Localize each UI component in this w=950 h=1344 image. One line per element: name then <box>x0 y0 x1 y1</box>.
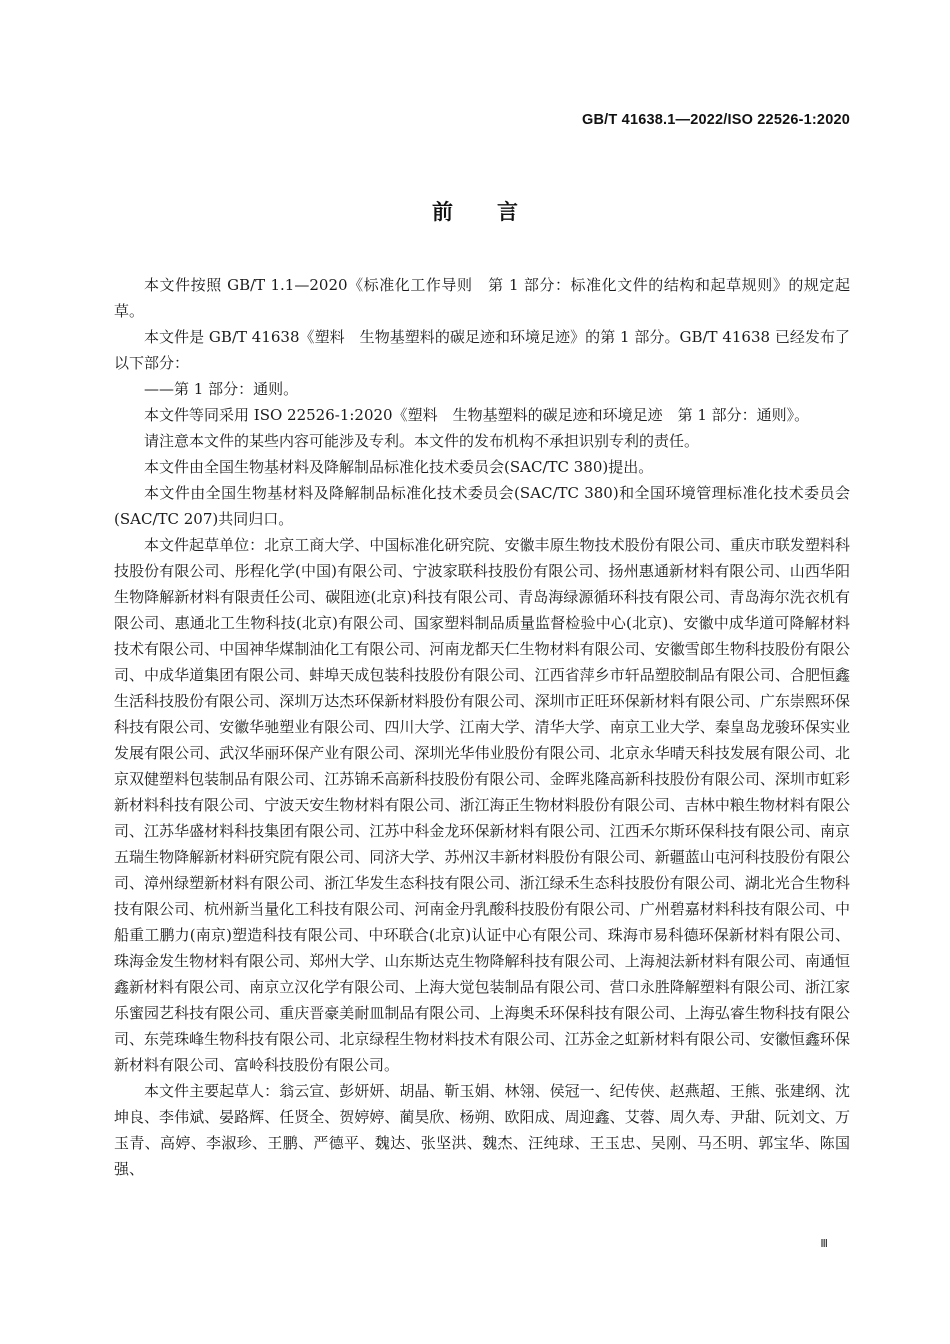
document-body <box>114 272 850 1182</box>
paragraph-part-list: ——第 1 部分：通则。 <box>144 380 299 398</box>
page-number: Ⅲ <box>820 1237 828 1250</box>
paragraph-iso-adoption: 本文件等同采用 ISO 22526-1:2020《塑料 生物基塑料的碳足迹和环境足迹 第 1 部分：通则》。 <box>144 406 810 424</box>
paragraph-drafting-rules: 本文件按照 GB/T 1.1—2020《标准化工作导则 第 1 部分：标准化文件的结构和起草规则》的规定起草。 <box>114 276 850 320</box>
paragraph-patent-notice: 请注意本文件的某些内容可能涉及专利。本文件的发布机构不承担识别专利的责任。 <box>144 432 700 450</box>
paragraph-drafters: 本文件主要起草人：翁云宣、彭妍妍、胡晶、靳玉娟、林翎、侯冠一、纪传侠、赵燕超、王熊、张建纲、沈坤良、李伟斌、晏路辉、任贤全、贺婷婷、蔺昊欣、杨朔、欧阳成、周迎鑫、艾蓉、周久寿、尹甜、阮刘文、万玉青、高婷、李淑珍、王鹏、严德平、魏达、张坚洪、魏杰、汪纯球、王玉忠、吴刚、马丕明、郭宝华、陈国强、 <box>114 1082 850 1178</box>
paragraph-series-parts: 本文件是 GB/T 41638《塑料 生物基塑料的碳足迹和环境足迹》的第 1 部分。GB/T 41638 已经发布了以下部分： <box>114 328 850 372</box>
paragraph-drafting-units: 本文件起草单位：北京工商大学、中国标准化研究院、安徽丰原生物技术股份有限公司、重庆市联发塑料科技股份有限公司、彤程化学(中国)有限公司、宁波家联科技股份有限公司、扬州惠通新材料有限公司、山西华阳生物降解新材料有限责任公司、碳阻迹(北京)科技有限公司、青岛海绿源循环科技有限公司、青岛海尔洗衣机有限公司、惠通北工生物科技(北京)有限公司、国家塑料制品质量监督检验中心(北京)、安徽中成华道可降解材料技术有限公司、中国神华煤制油化工有限公司、河南龙都天仁生物材料有限公司、安徽雪郎生物科技股份有限公司、中成华道集团有限公司、蚌埠天成包装科技股份有限公司、江西省萍乡市轩品塑胶制品有限公司、合肥恒鑫生活科技股份有限公司、深圳万达杰环保新材料股份有限公司、深圳市正旺环保新材料有限公司、广东崇熙环保科技有限公司、安徽华驰塑业有限公司、四川大学、江南大学、清华大学、南京工业大学、秦皇岛龙骏环保实业发展有限公司、武汉华丽环保产业有限公司、深圳光华伟业股份有限公司、北京永华晴天科技发展有限公司、北京双健塑料包装制品有限公司、江苏锦禾高新科技股份有限公司、金晖兆隆高新科技股份有限公司、深圳市虹彩新材料科技有限公司、宁波天安生物材料有限公司、浙江海正生物材料股份有限公司、吉林中粮生物材料有限公司、江苏华盛材料科技集团有限公司、江苏中科金龙环保新材料有限公司、江西禾尔斯环保科技有限公司、南京五瑞生物降解新材料研究院有限公司、同济大学、苏州汉丰新材料股份有限公司、新疆蓝山屯河科技股份有限公司、漳州绿塑新材料有限公司、浙江华发生态科技有限公司、浙江绿禾生态科技股份有限公司、湖北光合生物科技有限公司、杭州新当量化工科技有限公司、河南金丹乳酸科技股份有限公司、广州碧嘉材料科技有限公司、中船重工鹏力(南京)塑造科技有限公司、中环联合(北京)认证中心有限公司、珠海市易科德环保新材料有限公司、珠海金发生物材料有限公司、郑州大学、山东斯达克生物降解科技有限公司、上海昶法新材料有限公司、南通恒鑫新材料有限公司、南京立汉化学有限公司、上海大觉包装制品有限公司、营口永胜降解塑料有限公司、浙江家乐蜜园艺科技有限公司、重庆晋豪美耐皿制品有限公司、上海奥禾环保科技有限公司、上海弘睿生物科技有限公司、东莞珠峰生物科技有限公司、北京绿程生物材料技术有限公司、江苏金之虹新材料有限公司、安徽恒鑫环保新材料有限公司、富岭科技股份有限公司。 <box>114 536 850 1074</box>
paragraph-administrator: 本文件由全国生物基材料及降解制品标准化技术委员会(SAC/TC 380)和全国环境管理标准化技术委员会(SAC/TC 207)共同归口。 <box>114 484 850 528</box>
paragraph-proposer: 本文件由全国生物基材料及降解制品标准化技术委员会(SAC/TC 380)提出。 <box>144 458 654 476</box>
page-title: 前言 <box>432 200 562 224</box>
standard-number-header: GB/T 41638.1—2022/ISO 22526-1:2020 <box>582 112 850 128</box>
